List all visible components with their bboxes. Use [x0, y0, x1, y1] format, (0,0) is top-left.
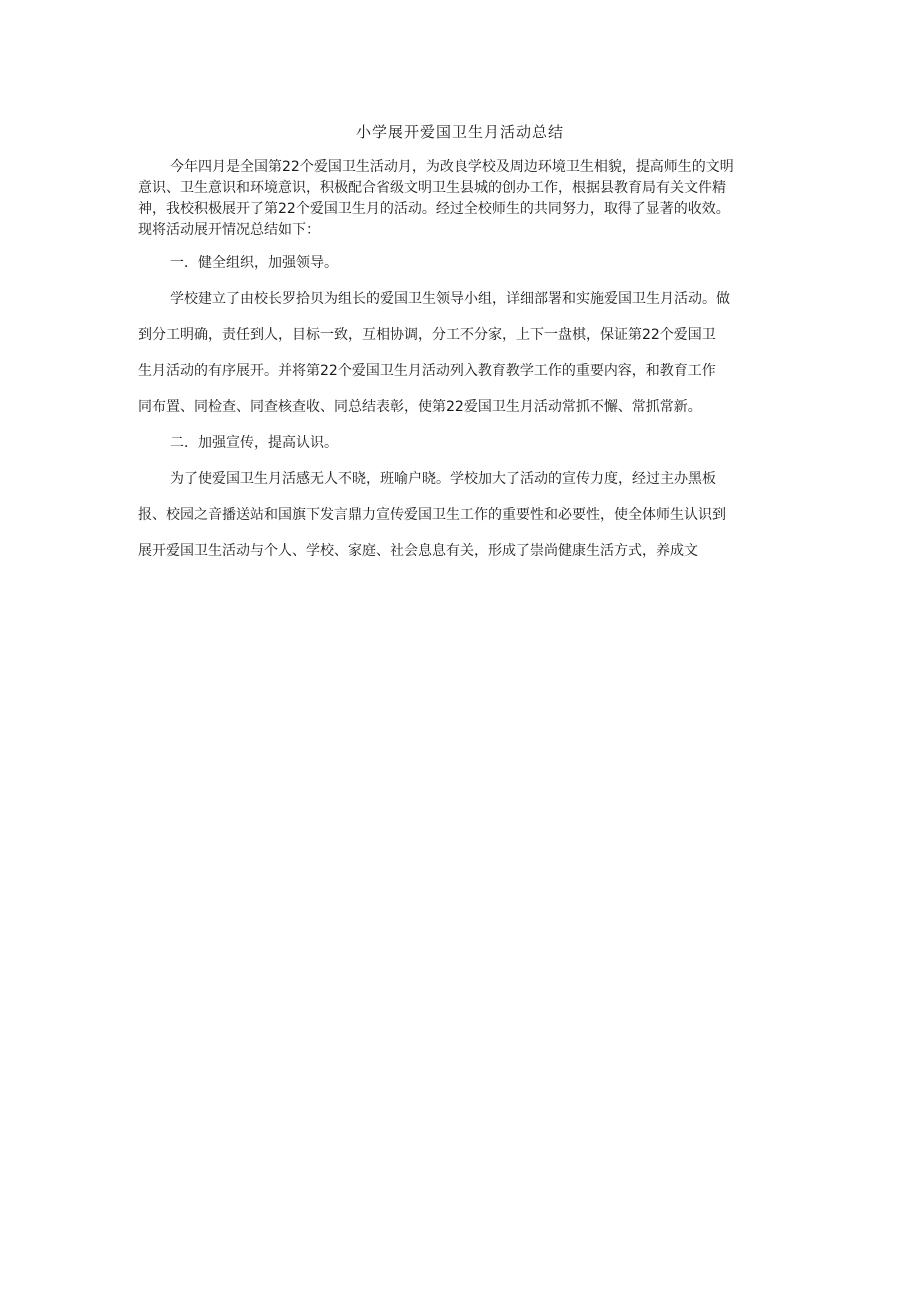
intro-line-4: 现将活动展开情况总结如下：: [138, 222, 320, 238]
section-1-line-2: 到分工明确，责任到人，目标一致，互相协调，分工不分家，上下一盘棋，保证第22个爱国卫: [138, 327, 716, 343]
section-1-line-3: 生月活动的有序展开。并将第22个爱国卫生月活动列入教育教学工作的重要内容，和教育工作: [138, 363, 716, 379]
section-2-line-1: 为了使爱国卫生月活感无人不晓，班喻户晓。学校加大了活动的宣传力度，经过主办黑板: [170, 471, 716, 487]
document-title: 小学展开爱国卫生月活动总结: [355, 123, 564, 141]
section-2-heading: 二．加强宣传，提高认识。: [170, 435, 338, 451]
section-1-line-4: 同布置、同检查、同查核查收、同总结表彰，使第22爱国卫生月活动常抓不懈、常抓常新。: [138, 399, 702, 415]
intro-line-1: 今年四月是全国第22个爱国卫生活动月，为改良学校及周边环境卫生相貌，提高师生的文明: [170, 159, 734, 175]
section-2-line-2: 报、校园之音播送站和国旗下发言鼎力宣传爱国卫生工作的重要性和必要性，使全体师生认识到: [138, 507, 726, 523]
section-2-line-3: 展开爱国卫生活动与个人、学校、家庭、社会息息有关，形成了崇尚健康生活方式，养成文: [138, 543, 698, 559]
section-1-heading: 一．健全组织，加强领导。: [170, 255, 338, 271]
intro-line-3: 神，我校积极展开了第22个爱国卫生月的活动。经过全校师生的共同努力，取得了显著的收效。: [138, 201, 730, 217]
section-1-line-1: 学校建立了由校长罗拾贝为组长的爱国卫生领导小组，详细部署和实施爱国卫生月活动。做: [170, 291, 730, 307]
intro-line-2: 意识、卫生意识和环境意识，积极配合省级文明卫生县城的创办工作，根据县教育局有关文件精: [138, 180, 726, 196]
